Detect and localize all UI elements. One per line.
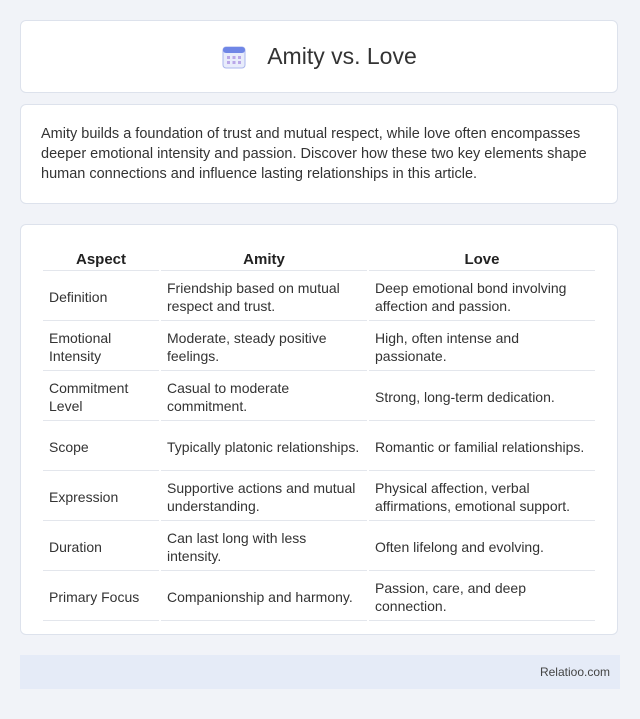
cell-love: Often lifelong and evolving. xyxy=(369,523,595,571)
cell-aspect: Duration xyxy=(43,523,159,571)
intro-text: Amity builds a foundation of trust and mutual respect, while love often encompasses deeper emotional intensity and passion. Discover how these two key elements shape human connections and influence lasting relationships in this article. xyxy=(41,126,587,182)
cell-aspect: Expression xyxy=(43,473,159,521)
footer xyxy=(20,655,620,689)
intro-card xyxy=(20,104,618,204)
table-row xyxy=(43,473,595,521)
cell-love: Strong, long-term dedication. xyxy=(369,373,595,421)
column-header-amity: Amity xyxy=(161,247,367,271)
cell-aspect: Definition xyxy=(43,273,159,321)
header-card xyxy=(20,20,618,93)
table-row xyxy=(43,423,595,471)
footer-site-name: Relatioo.com xyxy=(539,665,610,679)
cell-love: Passion, care, and deep connection. xyxy=(369,573,595,621)
cell-aspect: Primary Focus xyxy=(43,573,159,621)
page-title: Amity vs. Love xyxy=(267,43,417,69)
cell-amity: Can last long with less intensity. xyxy=(161,523,367,571)
cell-aspect: Scope xyxy=(43,423,159,471)
calendar-icon xyxy=(221,44,247,70)
cell-amity: Moderate, steady positive feelings. xyxy=(161,323,367,371)
cell-aspect: Commitment Level xyxy=(43,373,159,421)
column-header-love: Love xyxy=(369,247,595,271)
table-row xyxy=(43,323,595,371)
table-header-row xyxy=(43,247,595,271)
cell-amity: Supportive actions and mutual understanding. xyxy=(161,473,367,521)
column-header-aspect: Aspect xyxy=(43,247,159,271)
table-row xyxy=(43,523,595,571)
cell-amity: Friendship based on mutual respect and trust. xyxy=(161,273,367,321)
cell-amity: Typically platonic relationships. xyxy=(161,423,367,471)
cell-love: Romantic or familial relationships. xyxy=(369,423,595,471)
table-row xyxy=(43,373,595,421)
comparison-table-card xyxy=(20,224,618,635)
cell-love: High, often intense and passionate. xyxy=(369,323,595,371)
table-row xyxy=(43,273,595,321)
cell-love: Deep emotional bond involving affection and passion. xyxy=(369,273,595,321)
cell-aspect: Emotional Intensity xyxy=(43,323,159,371)
comparison-table xyxy=(41,245,597,623)
cell-amity: Companionship and harmony. xyxy=(161,573,367,621)
cell-amity: Casual to moderate commitment. xyxy=(161,373,367,421)
table-row xyxy=(43,573,595,621)
cell-love: Physical affection, verbal affirmations, emotional support. xyxy=(369,473,595,521)
